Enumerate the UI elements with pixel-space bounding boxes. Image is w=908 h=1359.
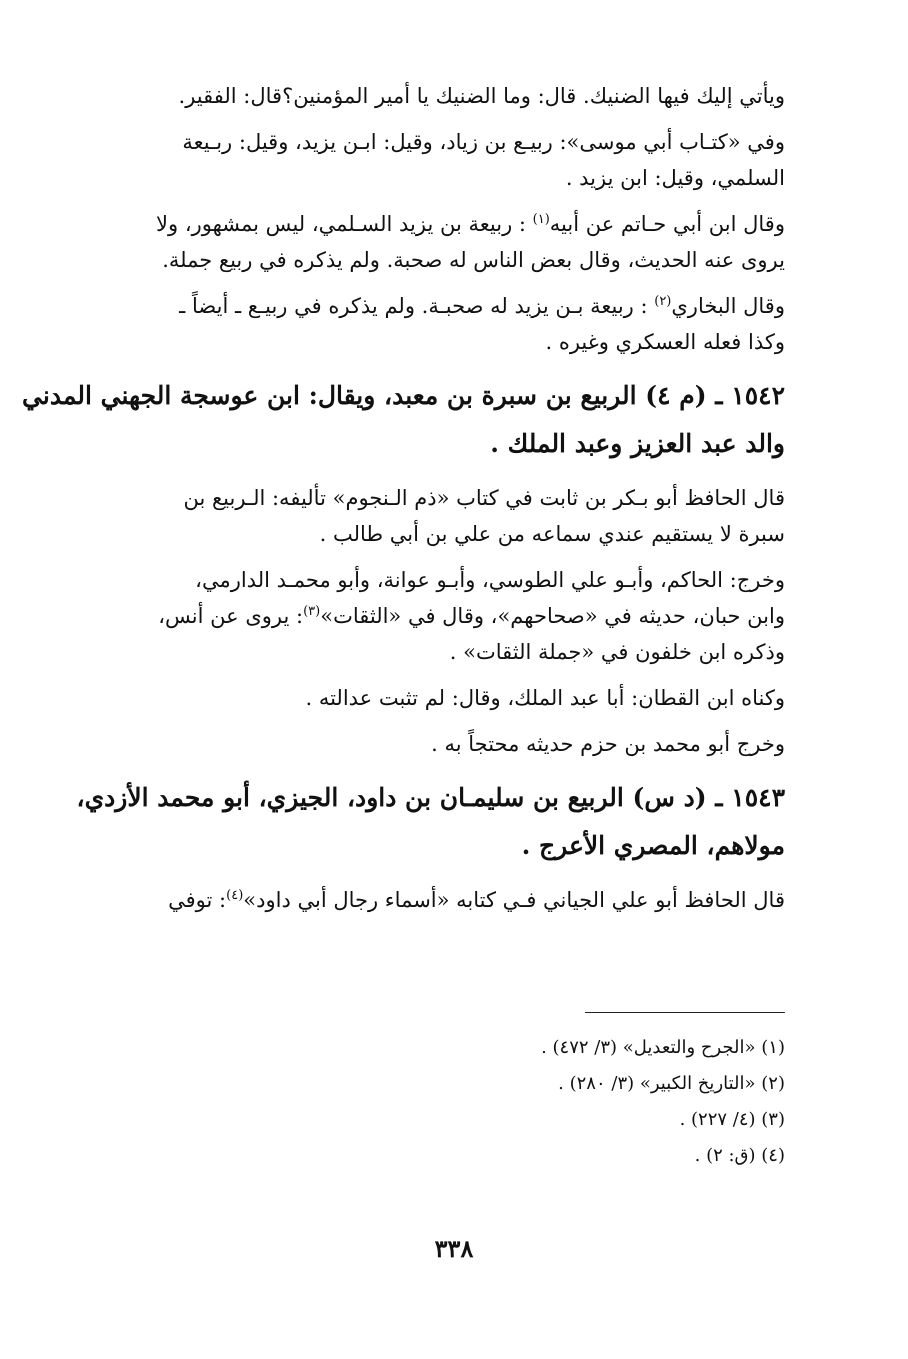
text-line: وخرج: الحاكم، وأبـو علي الطوسي، وأبـو عوانة، وأبو محمـد الدارمي، xyxy=(195,568,785,592)
page-number: ٣٣٨ xyxy=(434,1234,474,1263)
footnote-4: (٤) (ق: ٢) . xyxy=(694,1145,785,1166)
text-segment: قال الحافظ أبو علي الجياني فـي كتابه «أسماء رجال أبي داود» xyxy=(243,888,785,912)
text-segment: : ربيعة بن يزيد السـلمي، ليس بمشهور، ولا xyxy=(156,212,533,236)
text-line: ويأتي إليك فيها الضنيك. قال: وما الضنيك يا أمير المؤمنين؟قال: الفقير. xyxy=(178,84,785,108)
text-line: وكناه ابن القطان: أبا عبد الملك، وقال: لم تثبت عدالته . xyxy=(305,686,785,710)
text-line xyxy=(95,598,785,634)
text-line: وكذا فعله العسكري وغيره . xyxy=(545,330,785,354)
footnote-ref-4[interactable]: (٤) xyxy=(226,888,244,903)
entry-heading-1542 xyxy=(22,372,785,468)
footnotes xyxy=(95,1030,785,1174)
paragraph-ibn-hazm xyxy=(95,726,785,762)
text-line: السلمي، وقيل: ابن يزيد . xyxy=(565,166,785,190)
paragraph-abu-musa xyxy=(95,124,785,196)
paragraph-dhamm-nujum xyxy=(95,480,785,552)
paragraph-jayyani xyxy=(95,882,785,918)
text-line xyxy=(95,206,785,242)
text-line: وذكره ابن خلفون في «جملة الثقات» . xyxy=(449,640,785,664)
text-line xyxy=(95,882,785,918)
entry-heading-1543 xyxy=(76,774,785,870)
text-segment: : توفي xyxy=(168,888,227,912)
footnote-ref-2[interactable]: (٢) xyxy=(654,294,672,309)
footnote-3: (٣) (٤/ ٢٢٧) . xyxy=(679,1109,785,1130)
paragraph-faqir xyxy=(95,78,785,114)
entry-heading-line: والد عبد العزيز وعبد الملك . xyxy=(490,429,785,458)
entry-heading-line: ١٥٤٢ ـ (م ٤) الربيع بن سبرة بن معبد، ويقال: ابن عوسجة الجهني المدني xyxy=(22,381,785,410)
text-segment: وقال البخاري xyxy=(671,294,785,318)
text-line: وفي «كتـاب أبي موسى»: ربيـع بن زياد، وقيل: ابـن يزيد، وقيل: ربـيعة xyxy=(182,130,785,154)
footnote-1: (١) «الجرح والتعديل» (٣/ ٤٧٢) . xyxy=(541,1037,785,1058)
paragraph-bukhari xyxy=(95,288,785,360)
text-line: سبرة لا يستقيم عندي سماعه من علي بن أبي طالب . xyxy=(319,522,785,546)
paragraph-abi-hatim xyxy=(95,206,785,278)
entry-heading-line: ١٥٤٣ ـ (د س) الربيع بن سليمـان بن داود، الجيزي، أبو محمد الأزدي، xyxy=(76,783,785,812)
paragraph-kharaja xyxy=(95,562,785,670)
entry-heading-line: مولاهم، المصري الأعرج . xyxy=(521,831,785,860)
footnote-ref-1[interactable]: (١) xyxy=(532,212,550,227)
main-text xyxy=(22,78,785,928)
text-line: وخرج أبو محمد بن حزم حديثه محتجاً به . xyxy=(431,732,785,756)
text-segment: : ربيعة بـن يزيد له صحبـة. ولم يذكره في ربيـع ـ أيضاً ـ xyxy=(179,294,655,318)
footnote-ref-3[interactable]: (٣) xyxy=(303,604,321,619)
paragraph-ibn-qattan xyxy=(95,680,785,716)
text-line: يروى عنه الحديث، وقال بعض الناس له صحبة. ولم يذكره في ربيع جملة. xyxy=(162,248,785,272)
footnote-2: (٢) «التاريخ الكبير» (٣/ ٢٨٠) . xyxy=(558,1073,785,1094)
text-segment: : يروى عن أنس، xyxy=(158,604,304,628)
text-segment: وقال ابن أبي حـاتم عن أبيه xyxy=(549,212,785,236)
text-segment: وابن حبان، حديثه في «صحاحهم»، وقال في «الثقات» xyxy=(320,604,785,628)
text-line xyxy=(95,288,785,324)
text-line: قال الحافظ أبو بـكر بن ثابت في كتاب «ذم الـنجوم» تأليفه: الـربيع بن xyxy=(183,486,785,510)
footnote-divider xyxy=(585,1012,785,1013)
